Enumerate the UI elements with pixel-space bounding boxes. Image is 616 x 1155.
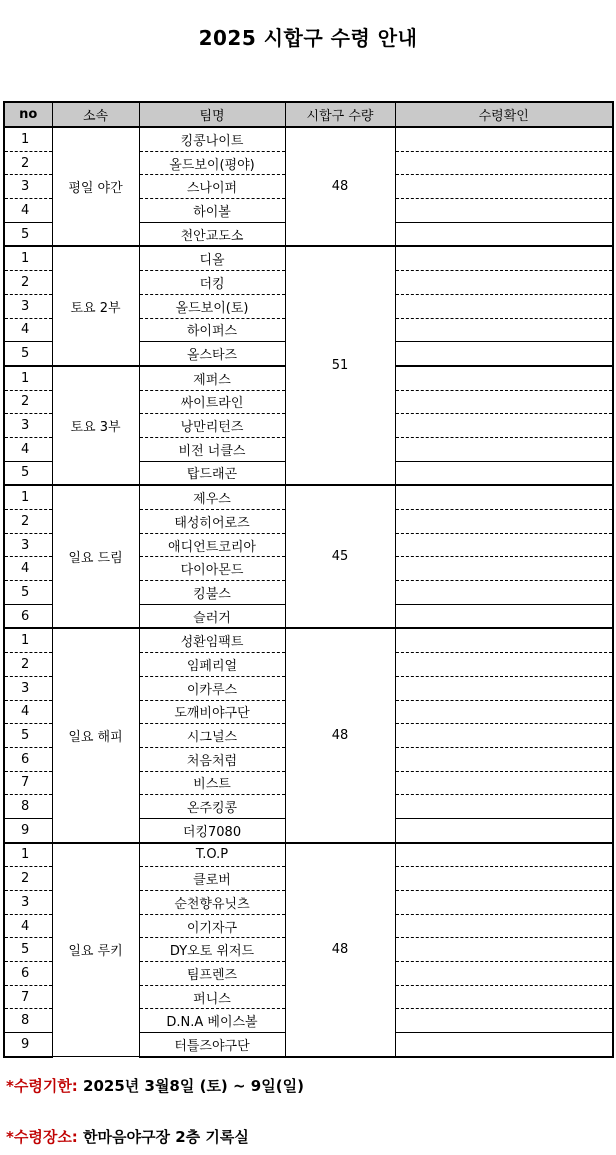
- confirm-cell[interactable]: [395, 747, 613, 771]
- row-number: 5: [4, 724, 52, 748]
- confirm-cell[interactable]: [395, 510, 613, 534]
- header-quantity: 시합구 수량: [285, 102, 395, 127]
- team-name-cell: 탑드래곤: [139, 461, 285, 485]
- quantity-cell: 48: [285, 628, 395, 842]
- confirm-cell[interactable]: [395, 533, 613, 557]
- table-row: [4, 843, 613, 867]
- confirm-cell[interactable]: [395, 1033, 613, 1057]
- confirm-cell[interactable]: [395, 390, 613, 414]
- confirm-cell[interactable]: [395, 485, 613, 509]
- confirm-cell[interactable]: [395, 795, 613, 819]
- team-name-cell: 비전 너클스: [139, 437, 285, 461]
- ball-distribution-table: [3, 101, 614, 1058]
- team-name-cell: 킹콩나이트: [139, 127, 285, 151]
- team-name-cell: 도깨비야구단: [139, 700, 285, 724]
- team-name-cell: DY오토 위저드: [139, 938, 285, 962]
- division-cell: 토요 2부: [52, 246, 139, 365]
- team-name-cell: 다이아몬드: [139, 557, 285, 581]
- deadline-label: *수령기한:: [6, 1077, 78, 1095]
- team-name-cell: 비스트: [139, 771, 285, 795]
- confirm-cell[interactable]: [395, 246, 613, 270]
- table-row: [4, 485, 613, 509]
- row-number: 2: [4, 653, 52, 677]
- team-name-cell: 올드보이(평야): [139, 151, 285, 175]
- table-row: [4, 628, 613, 652]
- team-name-cell: 올드보이(토): [139, 294, 285, 318]
- team-name-cell: 싸이트라인: [139, 390, 285, 414]
- row-number: 1: [4, 628, 52, 652]
- row-number: 9: [4, 818, 52, 842]
- row-number: 1: [4, 485, 52, 509]
- confirm-cell[interactable]: [395, 557, 613, 581]
- team-name-cell: 천안교도소: [139, 222, 285, 246]
- confirm-cell[interactable]: [395, 818, 613, 842]
- team-name-cell: 처음처럼: [139, 747, 285, 771]
- confirm-cell[interactable]: [395, 342, 613, 366]
- team-name-cell: 슬러거: [139, 604, 285, 628]
- confirm-cell[interactable]: [395, 1009, 613, 1033]
- team-name-cell: 올스타즈: [139, 342, 285, 366]
- team-name-cell: 킹불스: [139, 581, 285, 605]
- header-confirm: 수령확인: [395, 102, 613, 127]
- row-number: 4: [4, 700, 52, 724]
- team-name-cell: 성환임팩트: [139, 628, 285, 652]
- confirm-cell[interactable]: [395, 366, 613, 390]
- row-number: 4: [4, 437, 52, 461]
- confirm-cell[interactable]: [395, 891, 613, 915]
- row-number: 4: [4, 318, 52, 342]
- row-number: 6: [4, 747, 52, 771]
- quantity-cell: 48: [285, 843, 395, 1057]
- row-number: 2: [4, 390, 52, 414]
- row-number: 5: [4, 938, 52, 962]
- confirm-cell[interactable]: [395, 437, 613, 461]
- row-number: 2: [4, 151, 52, 175]
- team-name-cell: 시그널스: [139, 724, 285, 748]
- row-number: 5: [4, 342, 52, 366]
- quantity-cell: 45: [285, 485, 395, 628]
- row-number: 2: [4, 271, 52, 295]
- row-number: 5: [4, 222, 52, 246]
- table-row: [4, 127, 613, 151]
- division-cell: 일요 해피: [52, 628, 139, 842]
- division-cell: 토요 3부: [52, 366, 139, 485]
- confirm-cell[interactable]: [395, 653, 613, 677]
- confirm-cell[interactable]: [395, 962, 613, 986]
- confirm-cell[interactable]: [395, 461, 613, 485]
- team-name-cell: 제우스: [139, 485, 285, 509]
- team-name-cell: 클로버: [139, 867, 285, 891]
- row-number: 2: [4, 510, 52, 534]
- confirm-cell[interactable]: [395, 628, 613, 652]
- row-number: 1: [4, 366, 52, 390]
- confirm-cell[interactable]: [395, 199, 613, 223]
- row-number: 9: [4, 1033, 52, 1057]
- team-name-cell: 이카루스: [139, 676, 285, 700]
- confirm-cell[interactable]: [395, 914, 613, 938]
- confirm-cell[interactable]: [395, 581, 613, 605]
- confirm-cell[interactable]: [395, 604, 613, 628]
- row-number: 5: [4, 581, 52, 605]
- confirm-cell[interactable]: [395, 414, 613, 438]
- team-name-cell: 더킹: [139, 271, 285, 295]
- confirm-cell[interactable]: [395, 867, 613, 891]
- quantity-cell: 51: [285, 246, 395, 485]
- team-name-cell: 하이퍼스: [139, 318, 285, 342]
- row-number: 8: [4, 795, 52, 819]
- row-number: 7: [4, 985, 52, 1009]
- place-note: [6, 1126, 249, 1147]
- row-number: 3: [4, 533, 52, 557]
- division-cell: 일요 루키: [52, 843, 139, 1057]
- row-number: 3: [4, 891, 52, 915]
- quantity-cell: 48: [285, 127, 395, 246]
- header-team: 팀명: [139, 102, 285, 127]
- row-number: 4: [4, 557, 52, 581]
- row-number: 3: [4, 175, 52, 199]
- row-number: 4: [4, 914, 52, 938]
- row-number: 5: [4, 461, 52, 485]
- confirm-cell[interactable]: [395, 724, 613, 748]
- row-number: 1: [4, 246, 52, 270]
- team-name-cell: 하이볼: [139, 199, 285, 223]
- confirm-cell[interactable]: [395, 294, 613, 318]
- confirm-cell[interactable]: [395, 676, 613, 700]
- row-number: 1: [4, 127, 52, 151]
- row-number: 4: [4, 199, 52, 223]
- deadline-note: [6, 1075, 304, 1096]
- team-name-cell: 태성히어로즈: [139, 510, 285, 534]
- page-title: 2025 시합구 수령 안내: [198, 26, 418, 50]
- team-name-cell: 터틀즈야구단: [139, 1033, 285, 1057]
- confirm-cell[interactable]: [395, 151, 613, 175]
- team-name-cell: 낭만리턴즈: [139, 414, 285, 438]
- confirm-cell[interactable]: [395, 175, 613, 199]
- header-no: no: [4, 102, 52, 127]
- team-name-cell: 퍼니스: [139, 985, 285, 1009]
- row-number: 1: [4, 843, 52, 867]
- row-number: 6: [4, 962, 52, 986]
- team-name-cell: 온주킹콩: [139, 795, 285, 819]
- confirm-cell[interactable]: [395, 222, 613, 246]
- team-name-cell: D.N.A 베이스볼: [139, 1009, 285, 1033]
- team-name-cell: 이기자구: [139, 914, 285, 938]
- division-cell: 평일 야간: [52, 127, 139, 246]
- row-number: 7: [4, 771, 52, 795]
- header-division: 소속: [52, 102, 139, 127]
- team-name-cell: T.O.P: [139, 843, 285, 867]
- confirm-cell[interactable]: [395, 985, 613, 1009]
- place-label: *수령장소:: [6, 1128, 78, 1146]
- team-name-cell: 제퍼스: [139, 366, 285, 390]
- team-name-cell: 스나이퍼: [139, 175, 285, 199]
- confirm-cell[interactable]: [395, 318, 613, 342]
- row-number: 3: [4, 294, 52, 318]
- confirm-cell[interactable]: [395, 271, 613, 295]
- team-name-cell: 더킹7080: [139, 818, 285, 842]
- place-value: 한마음야구장 2층 기록실: [83, 1128, 249, 1146]
- team-name-cell: 디올: [139, 246, 285, 270]
- confirm-cell[interactable]: [395, 843, 613, 867]
- team-name-cell: 순천향유닛츠: [139, 891, 285, 915]
- confirm-cell[interactable]: [395, 938, 613, 962]
- row-number: 6: [4, 604, 52, 628]
- team-name-cell: 팀프렌즈: [139, 962, 285, 986]
- division-cell: 일요 드림: [52, 485, 139, 628]
- table-header-row: [4, 102, 613, 127]
- confirm-cell[interactable]: [395, 127, 613, 151]
- row-number: 2: [4, 867, 52, 891]
- row-number: 3: [4, 676, 52, 700]
- row-number: 8: [4, 1009, 52, 1033]
- team-name-cell: 애디언트코리아: [139, 533, 285, 557]
- team-name-cell: 임페리얼: [139, 653, 285, 677]
- row-number: 3: [4, 414, 52, 438]
- table-row: [4, 246, 613, 270]
- deadline-value: 2025년 3월8일 (토) ~ 9일(일): [83, 1077, 304, 1095]
- confirm-cell[interactable]: [395, 700, 613, 724]
- confirm-cell[interactable]: [395, 771, 613, 795]
